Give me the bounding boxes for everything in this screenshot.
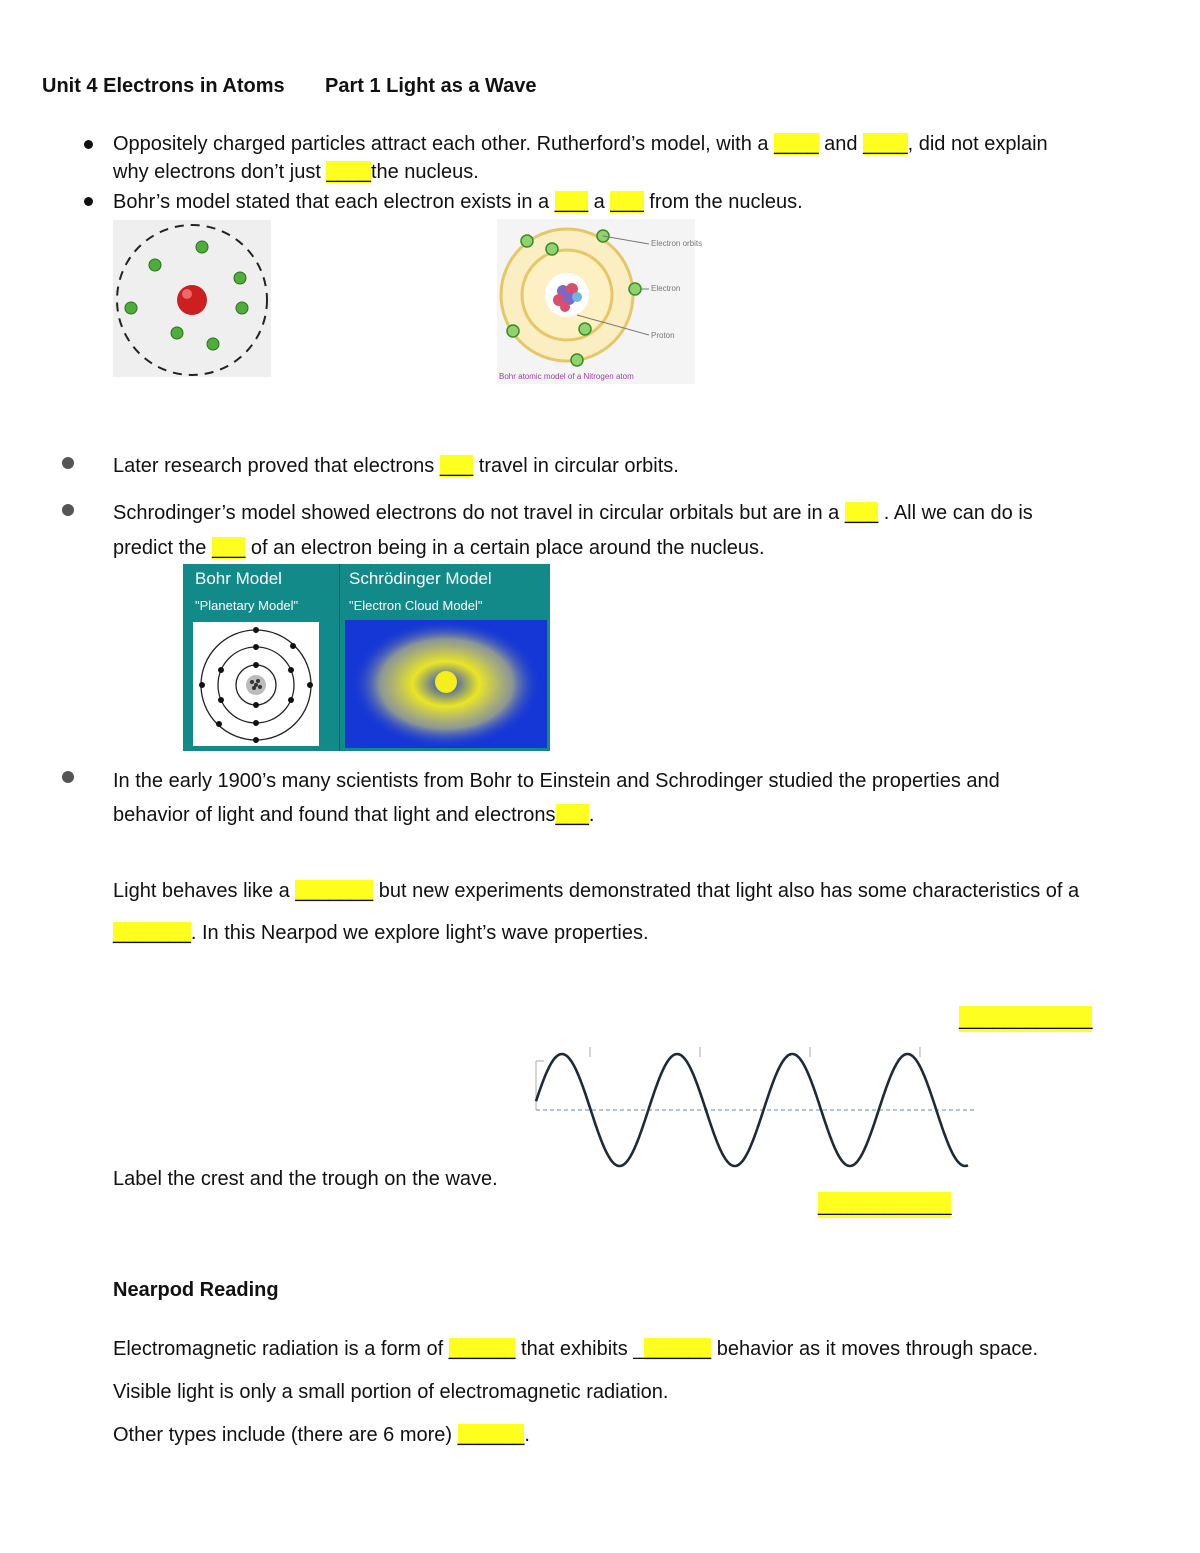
- light-paragraph-line1: Light behaves like a _______ but new experiments demonstrated that light also has some characteristics of a: [113, 880, 1080, 902]
- blank-field[interactable]: ____: [326, 161, 371, 183]
- blank-field[interactable]: ______: [448, 1338, 516, 1360]
- label-proton: Proton: [651, 331, 675, 340]
- reading-paragraph-2: Visible light is only a small portion of electromagnetic radiation.: [113, 1381, 669, 1403]
- blank-field[interactable]: ___: [610, 191, 644, 213]
- blank-field[interactable]: ___: [439, 455, 474, 477]
- blank-field[interactable]: _______: [113, 922, 191, 944]
- bullet-schrodinger: Schrodinger’s model showed electrons do not travel in circular orbitals but are in a ___ . All we can do is: [113, 502, 1033, 524]
- schrodinger-model-title: Schrödinger Model: [349, 569, 492, 588]
- reading-paragraph-1: Electromagnetic radiation is a form of ______ that exhibits _______ behavior as it moves through space.: [113, 1338, 1039, 1360]
- bullet-later-research: Later research proved that electrons ___ travel in circular orbits.: [113, 455, 679, 477]
- bullet-dot: [84, 197, 93, 206]
- part-title: Part 1 Light as a Wave: [325, 75, 537, 97]
- blank-field[interactable]: ______: [457, 1424, 525, 1446]
- reading-paragraph-3: Other types include (there are 6 more) ______.: [113, 1424, 530, 1446]
- label-electron: Electron: [651, 284, 681, 293]
- bullet-dot: [84, 140, 93, 149]
- trough-label-blank[interactable]: ____________: [818, 1194, 952, 1216]
- bullet-early-1900s-line2: behavior of light and found that light and electrons___.: [113, 804, 595, 826]
- bullet-schrodinger-line2: predict the ___ of an electron being in a certain place around the nucleus.: [113, 537, 765, 559]
- page-title: Unit 4 Electrons in Atoms: [42, 75, 285, 97]
- blank-field[interactable]: ____: [863, 133, 908, 155]
- bullet-rutherford-line2: why electrons don’t just ____the nucleus.: [113, 161, 479, 183]
- bullet-early-1900s: In the early 1900’s many scientists from Bohr to Einstein and Schrodinger studied the properties and: [113, 770, 1000, 792]
- bohr-planetary-model: [193, 622, 319, 746]
- blank-field[interactable]: _______: [295, 880, 374, 902]
- bullet-dot: [62, 457, 74, 469]
- bullet-dot: [62, 771, 74, 783]
- electron-cloud-model: [345, 620, 547, 748]
- models-comparison-image: [183, 564, 550, 751]
- blank-field[interactable]: ___: [555, 804, 589, 826]
- rutherford-atom-image: [113, 220, 271, 377]
- bullet-dot: [62, 504, 74, 516]
- crest-label-blank[interactable]: ____________: [959, 1008, 1093, 1030]
- label-electron-orbits: Electron orbits: [651, 239, 703, 248]
- bohr-atom-diagram: [497, 219, 703, 384]
- diagram-caption: Bohr atomic model of a Nitrogen atom: [499, 372, 634, 381]
- bullet-bohr: Bohr’s model stated that each electron exists in a ___ a ___ from the nucleus.: [113, 191, 803, 213]
- bohr-model-title: Bohr Model: [195, 569, 282, 588]
- blank-field[interactable]: ___: [554, 191, 589, 213]
- blank-field[interactable]: ___: [844, 502, 879, 524]
- light-paragraph-line2: _______. In this Nearpod we explore light’s wave properties.: [113, 922, 649, 944]
- bullet-rutherford: Oppositely charged particles attract each other. Rutherford’s model, with a ____ and ____, did not explain: [113, 133, 1048, 155]
- blank-field[interactable]: ______: [644, 1338, 712, 1360]
- wave-instruction: Label the crest and the trough on the wave.: [113, 1168, 498, 1190]
- blank-field[interactable]: ___: [211, 537, 246, 559]
- schrodinger-model-subtitle: "Electron Cloud Model": [349, 598, 483, 613]
- bohr-model-subtitle: "Planetary Model": [195, 598, 299, 613]
- blank-field[interactable]: ____: [774, 133, 819, 155]
- reading-heading: Nearpod Reading: [113, 1279, 279, 1301]
- wave-diagram: [530, 1043, 978, 1173]
